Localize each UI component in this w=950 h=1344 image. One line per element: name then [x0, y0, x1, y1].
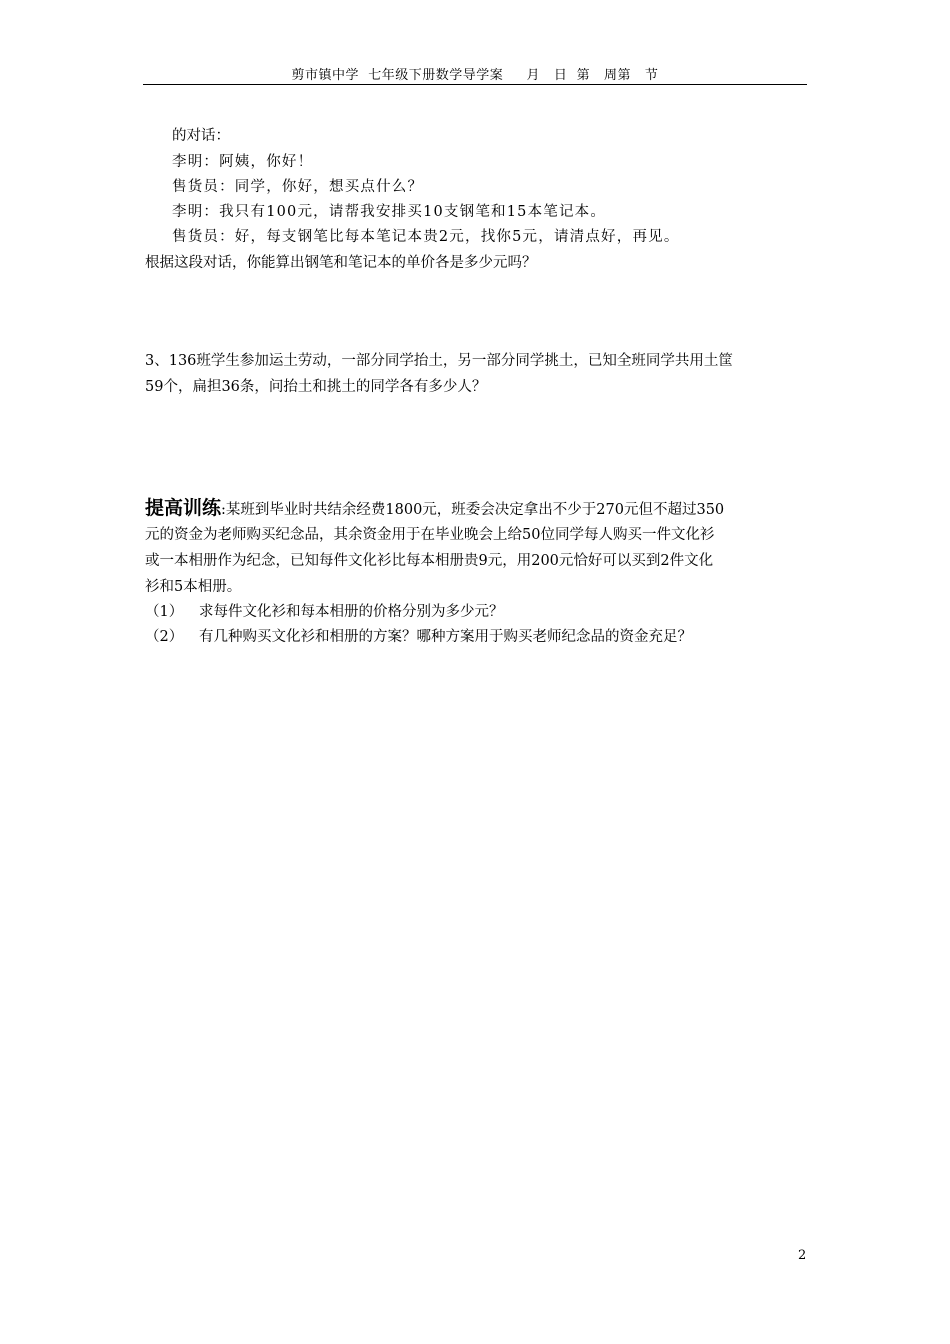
advanced-text-1: :某班到毕业时共结余经费1800元，班委会决定拿出不少于270元但不超过350: [221, 502, 725, 518]
advanced-heading: 提高训练: [145, 497, 222, 519]
problem-3-line-1: 3、136班学生参加运土劳动，一部分同学抬土，另一部分同学挑土，已知全班同学共用土筐: [145, 353, 733, 369]
sub-question-2: [145, 627, 692, 647]
advanced-paragraph-line-1: [145, 498, 724, 520]
header-rule: [143, 84, 807, 85]
sub-question-1-number: （1）: [145, 604, 184, 620]
page-number: 2: [798, 1248, 807, 1263]
sub-question-2-text: 有几种购买文化衫和相册的方案？哪种方案用于购买老师纪念品的资金充足？: [199, 629, 692, 645]
sub-question-1: [145, 602, 504, 622]
dialogue-line-4: 售货员：好，每支钢笔比每本笔记本贵2元，找你5元，请清点好，再见。: [172, 229, 680, 245]
dialogue-question: 根据这段对话，你能算出钢笔和笔记本的单价各是多少元吗？: [145, 255, 537, 271]
page-header: 剪市镇中学 七年级下册数学导学案 月 日 第 周第 节: [291, 68, 659, 83]
sub-question-1-text: 求每件文化衫和每本相册的价格分别为多少元？: [199, 604, 504, 620]
advanced-paragraph-line-3: 或一本相册作为纪念，已知每件文化衫比每本相册贵9元，用200元恰好可以买到2件文化: [145, 553, 714, 569]
dialogue-line-3: 李明：我只有100元，请帮我安排买10支钢笔和15本笔记本。: [172, 204, 607, 220]
dialogue-intro: 的对话：: [172, 128, 230, 144]
dialogue-line-1: 李明：阿姨，你好！: [172, 154, 314, 170]
sub-question-2-number: （2）: [145, 629, 184, 645]
problem-3-line-2: 59个，扁担36条，问抬土和挑土的同学各有多少人？: [145, 379, 487, 395]
advanced-paragraph-line-4: 衫和5本相册。: [145, 579, 242, 595]
advanced-paragraph-line-2: 元的资金为老师购买纪念品，其余资金用于在毕业晚会上给50位同学每人购买一件文化衫: [145, 527, 715, 543]
dialogue-line-2: 售货员：同学，你好，想买点什么？: [172, 179, 424, 195]
